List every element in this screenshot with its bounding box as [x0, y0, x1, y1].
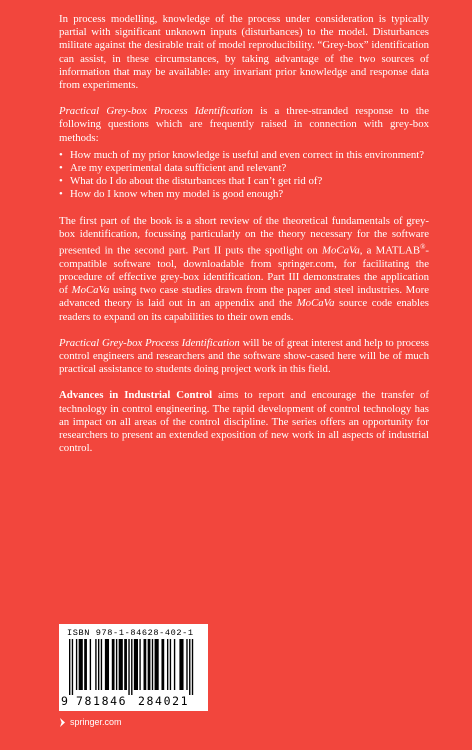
registered-mark: ®	[420, 243, 426, 252]
book-title-italic: Practical Grey-box Process Identification	[59, 336, 240, 349]
publisher-url[interactable]: springer.com	[70, 717, 122, 727]
springer-footer	[59, 717, 122, 727]
series-paragraph	[59, 389, 429, 455]
ean-first-digit: 9	[61, 694, 70, 708]
question-item: • How do I know when my model is good enough?	[59, 188, 429, 201]
questions-paragraph	[59, 105, 429, 145]
intro-text: In process modelling, knowledge of the process under consideration is typically partial with significant unknown inputs (disturbances) to the model. Disturbances militate against the desirable trait of model reproducibility. “Grey-box” identification can assist, in these circumstances, by taking advantage of the two sources of information that may be available: any invariant prior knowledge and response data from experiments.	[59, 13, 429, 92]
book-title-italic: Practical Grey-box Process Identification	[59, 105, 253, 118]
question-item: • How much of my prior knowledge is useful and even correct in this environment?	[59, 149, 429, 162]
series-text: aims to report and encourage the transfer of technology in control engineering. The rapid development of control technology has an impact on all areas of the control discipline. The series offers an opportunity for researchers to present an extended exposition of new work in all aspects of industrial control.	[59, 389, 429, 455]
question-item: • Are my experimental data sufficient and relevant?	[59, 162, 429, 175]
question-list	[59, 149, 429, 202]
structure-text: source code enables readers to expand on its capabilities to their own ends.	[59, 297, 429, 323]
structure-text: using two case studies drawn from the paper and steel industries. More advanced theory is laid out in an appendix and the	[59, 284, 429, 310]
isbn-label: ISBN 978-1-84628-402-1	[67, 628, 194, 638]
series-name: Advances in Industrial Control	[59, 389, 213, 402]
mocava-italic: MoCaVa	[321, 244, 360, 257]
mocava-italic: MoCaVa	[71, 284, 110, 297]
structure-text: The first part of the book is a short review of the theoretical fundamentals of grey-box identification, focussing particularly on the theory necessary for the software presented in the second part. Part II puts the spotlight on	[59, 214, 429, 257]
springer-horse-icon	[59, 718, 67, 727]
structure-paragraph	[59, 215, 429, 324]
question-item: • What do I do about the disturbances that I can’t get rid of?	[59, 175, 429, 188]
structure-text: -compatible software tool, downloadable from springer.com, for facilitating the procedure of effective grey-box identification. Part III demonstrates the application of	[59, 244, 429, 297]
questions-lead: is a three-stranded response to the following questions which are frequently raised in connection with grey-box methods:	[59, 105, 429, 144]
ean-group-left: 781846	[76, 694, 128, 708]
barcode-bars	[67, 639, 201, 695]
barcode	[59, 624, 208, 711]
audience-paragraph	[59, 337, 429, 377]
structure-text: , a MATLAB	[359, 244, 421, 257]
ean-group-right: 284021	[138, 694, 190, 708]
back-cover-text	[59, 13, 429, 468]
audience-text: will be of great interest and help to process control engineers and researchers and the software show-cased here will be of much practical assistance to students doing project work in this field.	[59, 336, 429, 376]
mocava-italic: MoCaVa	[296, 297, 335, 310]
intro-paragraph	[59, 13, 429, 92]
